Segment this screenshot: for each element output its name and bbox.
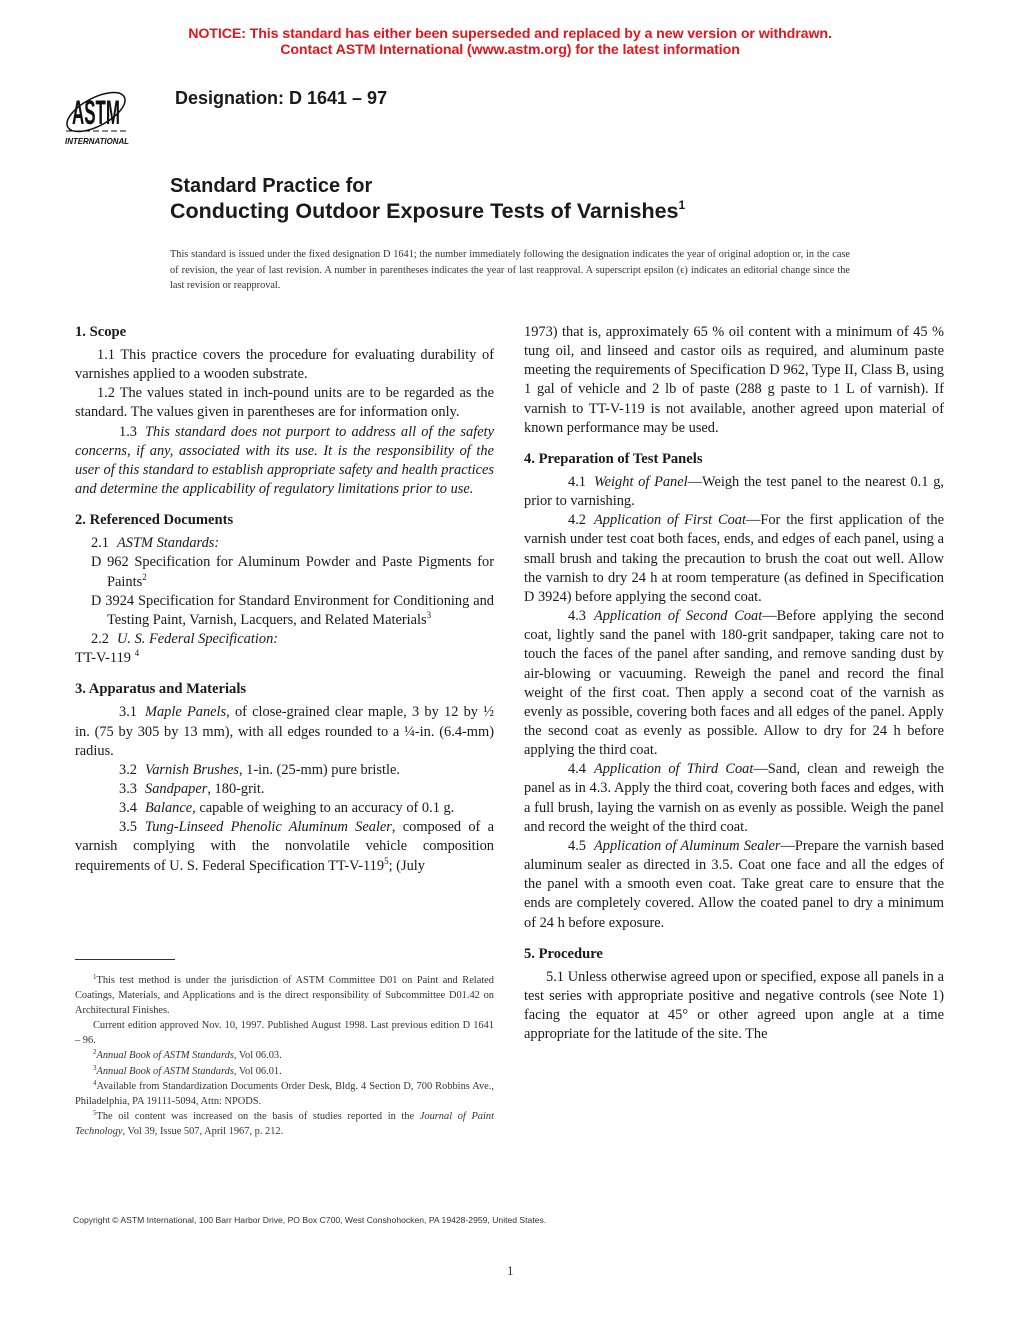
right-column [524, 323, 944, 1044]
section-heading-scope: 1. Scope [75, 324, 127, 340]
left-column [75, 323, 494, 876]
svg-text:ASTM: ASTM [72, 94, 120, 132]
paragraph-3-5-continued: 1973) that is, approximately 65 % oil content with a minimum of 45 % tung oil, and linseed and castor oils as required, and aluminum paste meeting the requirements of Specification D 962, Type II, Class B, using 1 gal of vehicle and 2 lb of paste (288 g paste to 1 L of varnish). If varnish to TT-V-119 is not available, another agreed upon material of known performance may be used. [524, 324, 944, 436]
paragraph-3-1: 3.1 Maple Panels, of close-grained clear maple, 3 by 12 by ½ in. (75 by 305 by 13 mm), with all edges rounded to a ¼-in. (6.4-mm) radius. [75, 704, 494, 759]
paragraph-4-5: 4.5 Application of Aluminum Sealer—Prepare the varnish based aluminum sealer as directed in 3.5. Coat one face and all the edges of the panel with a smooth even coat. Take great care to ensure that the ends are completely covered. Allow the coated panel to dry a minimum of 24 h before exposure. [524, 837, 945, 931]
withdrawn-notice [0, 26, 1020, 58]
footnote-2: $^2$Annual Book of ASTM Standards, Vol 06.03. [93, 1048, 282, 1062]
paragraph-3-5: 3.5 Tung-Linseed Phenolic Aluminum Sealer, composed of a varnish complying with the nonvolatile vehicle composition requirements of U. S. Federal Specification $TT-V-119^5$; (July [75, 819, 494, 874]
designation: Designation: D 1641 – 97 [175, 88, 388, 108]
paragraph-2-1: 2.1 ASTM Standards: [91, 535, 220, 552]
reference-d962: D 962 Specification for Aluminum Powder and Paste Pigments for Paints$^2$ [91, 554, 494, 590]
section-heading-preparation: 4. Preparation of Test Panels [524, 450, 703, 467]
paragraph-3-3: 3.3 Sandpaper, 180-grit. [119, 780, 265, 797]
footnote-3: $^3$Annual Book of ASTM Standards, Vol 06.01. [93, 1063, 282, 1077]
notice-line-1: NOTICE: This standard has either been superseded and replaced by a new version or withdrawn. [188, 26, 832, 42]
document-title [170, 174, 685, 224]
reference-d3924: D 3924 Specification for Standard Environment for Conditioning and Testing Paint, Varnish, Lacquers, and Related Materials$^3$ [91, 592, 494, 628]
paragraph-5-1: 5.1 Unless otherwise agreed upon or specified, expose all panels in a test series with appropriate positive and negative controls (see Note 1) facing the equator at 45° or other agreed upon angle at a time appropriate for the latitude of the site. The [524, 968, 944, 1043]
svg-text:INTERNATIONAL: INTERNATIONAL [65, 136, 129, 146]
paragraph-4-2: 4.2 Application of First Coat—For the first application of the varnish under test coat both faces, ends, and edges of each panel, using a small brush and taking the precaution to brush the coat out well. Allow the varnish to dry 24 h at room temperature (as defined in Specification D 3924) before applying the second coat. [524, 512, 944, 605]
section-heading-procedure: 5. Procedure [524, 945, 603, 962]
footnotes [75, 973, 494, 1139]
paragraph-4-3: 4.3 Application of Second Coat—Before applying the second coat, lightly sand the panel with 180-grit sandpaper, taking care not to touch the faces of the panel after sanding, and remove sanding dust by air-blowing or vacuuming. Reweigh the panel and record the final weight of the first coat. Then apply a second coat of the varnish as evenly as possible, covering both faces and all edges of the panel. Apply the second coat as evenly as possible. Allow to dry for 24 h before applying the third coat. [524, 608, 944, 759]
footnote-5: $^5$The oil content was increased on the basis of studies reported in the Journal of Paint Technology, Vol 39, Issue 507, April 1967, p. 212. [75, 1108, 494, 1137]
paragraph-3-2: 3.2 Varnish Brushes, 1-in. (25-mm) pure bristle. [119, 761, 401, 778]
paragraph-1-2: 1.2 The values stated in inch-pound units are to be regarded as the standard. The values given in parentheses are for information only. [75, 385, 494, 421]
paragraph-4-4: 4.4 Application of Third Coat—Sand, clean and reweigh the panel as in 4.3. Apply the third coat, covering both faces and edges, with a full brush, laying the varnish on as evenly as possible. Weigh the panel and record the weight of the third coat. [524, 761, 944, 835]
section-heading-apparatus: 3. Apparatus and Materials [75, 681, 247, 698]
footnote-divider [75, 959, 175, 960]
reference-tt-v-119: TT-V-119 $^4$ [75, 648, 140, 667]
paragraph-1-3: 1.3 This standard does not purport to address all of the safety concerns, if any, associated with its use. It is the responsibility of the user of this standard to establish appropriate safety and health practices and determine the applicability of regulatory limitations prior to use. [75, 423, 494, 498]
title-line-1: Standard Practice for [170, 175, 373, 197]
page-number: 1 [507, 1263, 514, 1278]
notice-line-2: Contact ASTM International (www.astm.org) for the latest information [280, 42, 740, 58]
footnote-1-edition: Current edition approved Nov. 10, 1997. Published August 1998. Last previous edition D 1641 – 96. [75, 1020, 494, 1047]
copyright-line: Copyright © ASTM International, 100 Barr Harbor Drive, PO Box C700, West Conshohocken, PA 19428-2959, United States. [73, 1215, 547, 1225]
footnote-4: $^4$Available from Standardization Documents Order Desk, Bldg. 4 Section D, 700 Robbins Ave., Philadelphia, PA 19111-5094, Attn: NPODS. [75, 1078, 494, 1107]
issuance-note: This standard is issued under the fixed designation D 1641; the number immediately following the designation indicates the year of original adoption or, in the case of revision, the year of last revision. A number in parentheses indicates the year of last reapproval. A superscript epsilon (ϵ) indicates an editorial change since the last revision or reapproval. [170, 249, 850, 292]
footnote-1: $^1$This test method is under the jurisdiction of ASTM Committee D01 on Paint and Related Coatings, Materials, and Applications and is the direct responsibility of Subcommittee D01.42 on Architectural Finishes. [75, 973, 494, 1017]
paragraph-1-1: 1.1 This practice covers the procedure for evaluating durability of varnishes applied to a wooden substrate. [75, 347, 494, 383]
astm-logo-icon [62, 78, 162, 148]
paragraph-3-4: 3.4 Balance, capable of weighing to an accuracy of 0.1 g. [119, 800, 455, 817]
section-heading-referenced-documents: 2. Referenced Documents [75, 512, 234, 529]
paragraph-2-2: 2.2 U. S. Federal Specification: [91, 631, 279, 648]
footnote-ref: 1 [678, 198, 686, 212]
paragraph-4-1: 4.1 Weight of Panel—Weigh the test panel to the nearest 0.1 g, prior to varnishing. [524, 473, 944, 510]
title-line-2: Conducting Outdoor Exposure Tests of Varnishes$^1$ [170, 198, 686, 223]
